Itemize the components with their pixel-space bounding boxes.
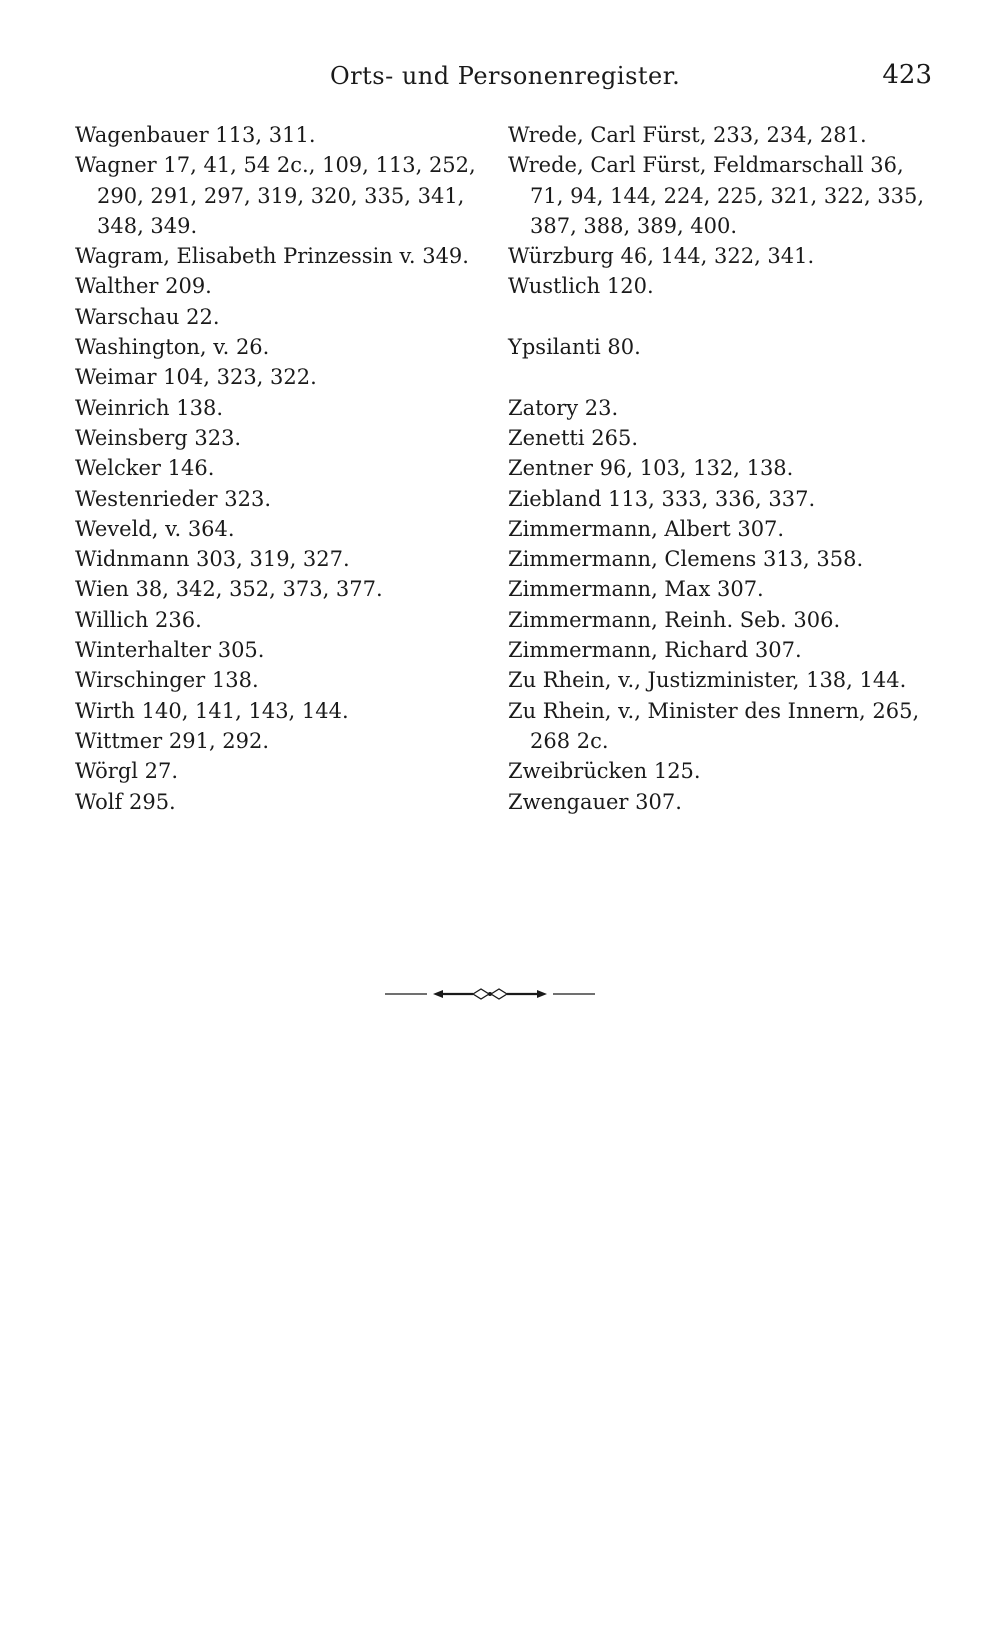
index-entry: Zimmermann, Richard 307. bbox=[508, 638, 802, 663]
index-entry: Westenrieder 323. bbox=[75, 486, 271, 511]
index-entry: Zatory 23. bbox=[508, 395, 619, 420]
index-entry: Zentner 96, 103, 132, 138. bbox=[508, 456, 794, 481]
index-entry: Wolf 295. bbox=[75, 789, 176, 814]
index-entry: Warschau 22. bbox=[75, 304, 220, 329]
index-entry: Würzburg 46, 144, 322, 341. bbox=[508, 244, 815, 269]
index-entry: Weimar 104, 323, 322. bbox=[75, 365, 317, 390]
index-entry: Zu Rhein, v., Minister des Innern, 265, 268 2c. bbox=[508, 698, 920, 753]
index-entry: Zenetti 265. bbox=[508, 425, 638, 450]
index-entry: Wirth 140, 141, 143, 144. bbox=[75, 698, 349, 723]
index-column-left bbox=[75, 120, 495, 817]
index-entry: Ziebland 113, 333, 336, 337. bbox=[508, 486, 816, 511]
index-entry: Willich 236. bbox=[75, 607, 202, 632]
index-entry: Wien 38, 342, 352, 373, 377. bbox=[75, 577, 383, 602]
index-entry: Wustlich 120. bbox=[508, 274, 654, 299]
index-entry: Washington, v. 26. bbox=[75, 335, 270, 360]
index-entry: Zimmermann, Max 307. bbox=[508, 577, 764, 602]
index-entry: Widnmann 303, 319, 327. bbox=[75, 547, 350, 572]
index-entry: Zimmermann, Reinh. Seb. 306. bbox=[508, 607, 841, 632]
index-entry: Zu Rhein, v., Justizminister, 138, 144. bbox=[508, 668, 907, 693]
ornament-rule bbox=[385, 984, 595, 1004]
section-gap bbox=[508, 362, 938, 392]
index-entry: Ypsilanti 80. bbox=[508, 335, 641, 360]
index-entry: Zimmermann, Clemens 313, 358. bbox=[508, 547, 864, 572]
index-entry: Wörgl 27. bbox=[75, 759, 179, 784]
index-entry: Weveld, v. 364. bbox=[75, 516, 235, 541]
section-gap bbox=[508, 302, 938, 332]
index-entry: Wagner 17, 41, 54 2c., 109, 113, 252, 290, 291, 297, 319, 320, 335, 341, 348, 349. bbox=[75, 153, 476, 238]
index-entry: Wittmer 291, 292. bbox=[75, 728, 270, 753]
index-entry: Zimmermann, Albert 307. bbox=[508, 516, 785, 541]
index-entry: Weinsberg 323. bbox=[75, 425, 242, 450]
index-entry: Walther 209. bbox=[75, 274, 212, 299]
index-entry: Welcker 146. bbox=[75, 456, 215, 481]
index-column-right bbox=[508, 120, 938, 817]
index-entry: Zwengauer 307. bbox=[508, 789, 682, 814]
page-number: 423 bbox=[882, 60, 932, 90]
index-entry: Wrede, Carl Fürst, 233, 234, 281. bbox=[508, 123, 867, 147]
index-entry: Wagram, Elisabeth Prinzessin v. 349. bbox=[75, 244, 469, 269]
index-entry: Winterhalter 305. bbox=[75, 638, 265, 663]
index-entry: Wrede, Carl Fürst, Feldmarschall 36, 71, 94, 144, 224, 225, 321, 322, 335, 387, 388, 389, 400. bbox=[508, 153, 925, 238]
index-entry: Wagenbauer 113, 311. bbox=[75, 123, 316, 147]
index-entry: Wirschinger 138. bbox=[75, 668, 259, 693]
index-entry: Weinrich 138. bbox=[75, 395, 224, 420]
index-entry: Zweibrücken 125. bbox=[508, 759, 701, 784]
running-title: Orts- und Personenregister. bbox=[330, 62, 681, 90]
